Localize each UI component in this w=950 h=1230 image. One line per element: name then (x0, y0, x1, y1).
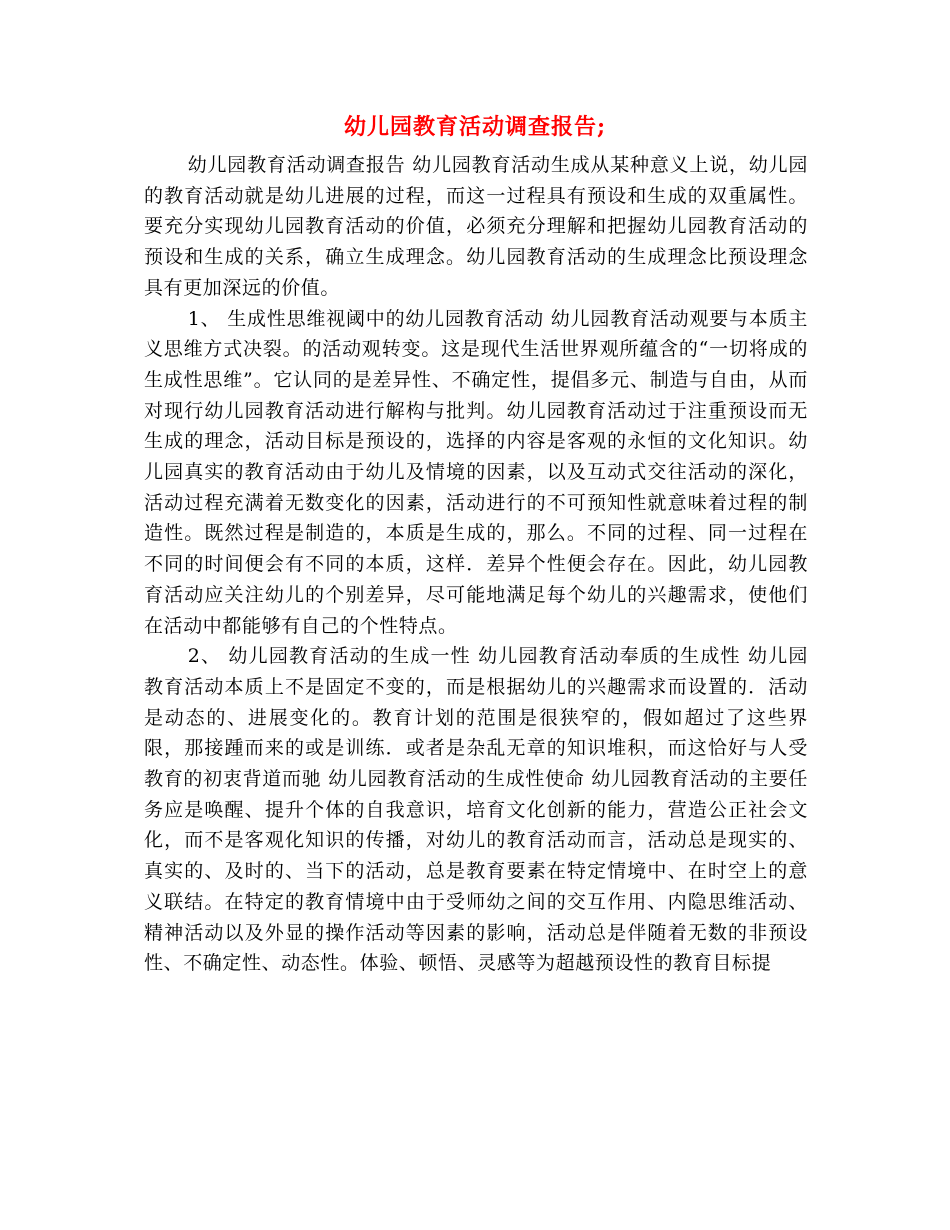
paragraph-section-2: 2、 幼儿园教育活动的生成一性 幼儿园教育活动奉质的生成性 幼儿园教育活动本质上不是固定不变的，而是根据幼儿的兴趣需求而设置的．活动是动态的、进展变化的。教育计划的范围是很狭窄的，假如超过了这些界限，那接踵而来的或是训练．或者是杂乱无章的知识堆积，而这恰好与人受教育的初衷背道而驰 幼儿园教育活动的生成性使命 幼儿园教育活动的主要任务应是唤醒、提升个体的自我意识，培育文化创新的能力，营造公正社会文化，而不是客观化知识的传播，对幼儿的教育活动而言，活动总是现实的、真实的、及时的、当下的活动，总是教育要素在特定情境中、在时空上的意义联结。在特定的教育情境中由于受师幼之间的交互作用、内隐思维活动、精神活动以及外显的操作活动等因素的影响，活动总是伴随着无数的非预设性、不确定性、动态性。体验、顿悟、灵感等为超越预设性的教育目标提 (144, 645, 808, 975)
paragraph-section-1: 1、 生成性思维视阈中的幼儿园教育活动 幼儿园教育活动观要与本质主义思维方式决裂。的活动观转变。这是现代生活世界观所蕴含的“一切将成的生成性思维”。它认同的是差异性、不确定性，提倡多元、制造与自由，从而对现行幼儿园教育活动进行解构与批判。幼儿园教育活动过于注重预设而无生成的理念，活动目标是预设的，选择的内容是客观的永恒的文化知识。幼儿园真实的教育活动由于幼儿及情境的因素，以及互动式交往活动的深化，活动过程充满着无数变化的因素，活动进行的不可预知性就意味着过程的制造性。既然过程是制造的，本质是生成的，那么。不同的过程、同一过程在不同的时间便会有不同的本质，这样．差异个性便会存在。因此，幼儿园教育活动应关注幼儿的个别差异，尽可能地满足每个幼儿的兴趣需求，使他们在活动中都能够有自己的个性特点。 (144, 307, 808, 637)
document-body (144, 150, 808, 979)
document-title: 幼儿园教育活动调查报告; (343, 114, 607, 140)
paragraph-intro: 幼儿园教育活动调查报告 幼儿园教育活动生成从某种意义上说，幼儿园的教育活动就是幼儿进展的过程，而这一过程具有预设和生成的双重属性。要充分实现幼儿园教育活动的价值，必须充分理解和把握幼儿园教育活动的预设和生成的关系，确立生成理念。幼儿园教育活动的生成理念比预设理念具有更加深远的价值。 (144, 154, 808, 299)
